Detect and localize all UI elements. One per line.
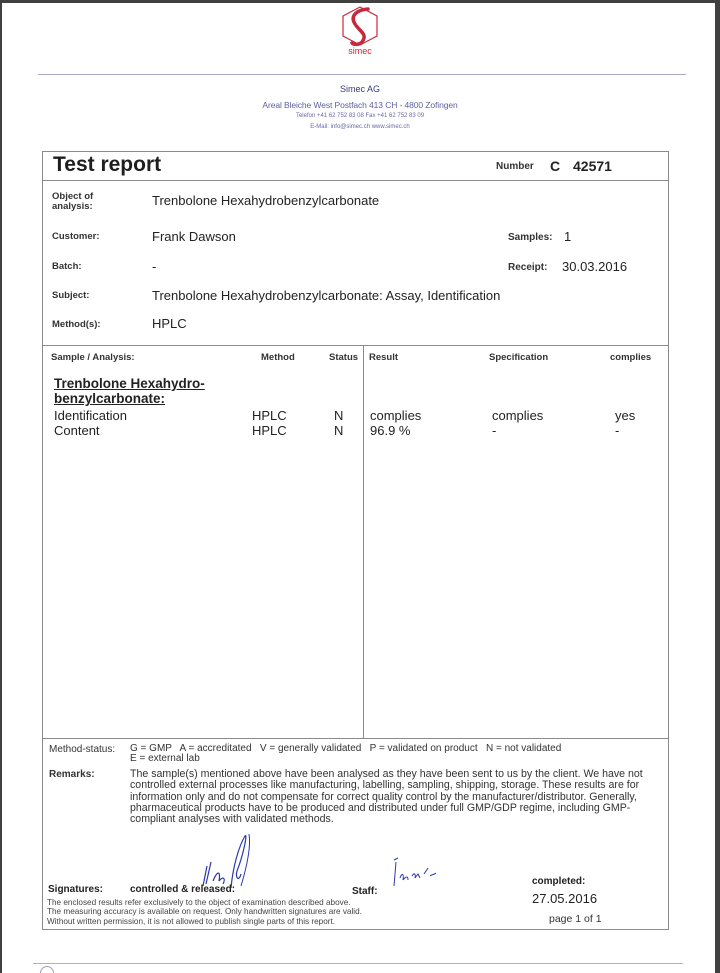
samples-value: 1 (564, 229, 572, 244)
method-status-label: Method-status: (49, 744, 116, 755)
number-label: Number (496, 161, 534, 172)
report-number: 42571 (573, 158, 612, 174)
signatures-label: Signatures: (48, 884, 104, 895)
batch-value: - (152, 259, 157, 274)
column-divider (363, 346, 364, 738)
completed-date: 27.05.2016 (532, 891, 598, 906)
row-complies: yes (615, 408, 636, 423)
remarks-text: The sample(s) mentioned above have been analysed as they have been sent to us by the client. We have not controlled external processes like manufacturing, labelling, sampling, shipping, storage. These results are for information only and do not compensate for correct quality control by the manufacturer/distributor. Generally, pharmaceutical products have to be produced and distributed under full GMP/GDP regime, including GMP-compliant analyses with validated methods. (130, 768, 643, 826)
header-method: Method (261, 352, 295, 363)
bottom-divider (33, 963, 683, 964)
page-number: page 1 of 1 (549, 913, 602, 925)
row-complies: - (615, 423, 620, 438)
controlled-released-label: controlled & released: (130, 884, 236, 895)
simec-logo-icon (338, 6, 382, 56)
analysis-table (43, 346, 668, 739)
title-row (43, 152, 668, 181)
header-specification: Specification (489, 352, 549, 363)
subject-label: Subject: (52, 290, 90, 301)
bottom-logo-fragment-icon (40, 966, 54, 973)
row-specification: - (492, 423, 497, 438)
disclaimer-line3: Without written permission, it is not allowed to publish single parts of this report. (47, 916, 336, 926)
row-status: N (334, 408, 344, 423)
subject-value: Trenbolone Hexahydrobenzylcarbonate: Assay, Identification (152, 288, 501, 303)
sample-name-line1: Trenbolone Hexahydro- (54, 376, 205, 391)
completed-label: completed: (532, 876, 586, 887)
report-frame (42, 151, 669, 930)
footer-block (43, 739, 668, 929)
info-block (43, 181, 668, 346)
disclaimer-line1: The enclosed results refer exclusively to the object of examination described above. (47, 898, 351, 907)
methods-label: Method(s): (52, 319, 101, 330)
samples-label: Samples: (508, 232, 553, 243)
remarks-label: Remarks: (49, 769, 95, 780)
method-status-legend (130, 744, 650, 764)
header-result: Result (369, 352, 399, 363)
object-label: Object of analysis: (52, 191, 94, 212)
header-status: Status (329, 352, 359, 363)
row-method: HPLC (252, 408, 287, 423)
receipt-label: Receipt: (508, 262, 548, 273)
object-value: Trenbolone Hexahydrobenzylcarbonate (152, 193, 380, 208)
row-specification: complies (492, 408, 544, 423)
number-prefix: C (550, 158, 561, 174)
row-result: complies (370, 408, 422, 423)
disclaimer-line2: The measuring accuracy is available on request. Only handwritten signatures are valid. (47, 907, 362, 917)
signature-staff-icon (388, 854, 443, 889)
row-status: N (334, 423, 344, 438)
batch-label: Batch: (52, 261, 82, 272)
customer-value: Frank Dawson (152, 229, 236, 244)
sample-name (54, 376, 205, 406)
sample-name-line2: benzylcarbonate: (54, 391, 166, 406)
receipt-value: 30.03.2016 (562, 259, 628, 274)
method-status-line2: E = external lab (130, 753, 200, 764)
row-result: 96.9 % (370, 423, 411, 438)
header-sample: Sample / Analysis: (51, 352, 135, 363)
report-title: Test report (53, 153, 162, 176)
company-phone: Telefon +41 62 752 83 08 Fax +41 62 752 83 09 (295, 113, 425, 119)
method-status-line1: G = GMP A = accreditated V = generally validated P = validated on product N = not validated (130, 743, 562, 754)
header-divider (38, 74, 686, 75)
company-address: Areal Bleiche West Postfach 413 CH - 4800 Zofingen (262, 100, 458, 110)
header-complies: complies (610, 352, 652, 363)
row-analysis: Identification (54, 408, 127, 423)
staff-label: Staff: (352, 886, 378, 897)
row-method: HPLC (252, 423, 287, 438)
row-analysis: Content (54, 423, 100, 438)
customer-label: Customer: (52, 231, 100, 242)
company-contact: E-Mail: info@simec.ch www.simec.ch (310, 124, 410, 130)
disclaimer (47, 898, 467, 926)
company-name: Simec AG (339, 84, 380, 94)
methods-value: HPLC (152, 316, 187, 331)
logo-text: simec (348, 46, 372, 56)
